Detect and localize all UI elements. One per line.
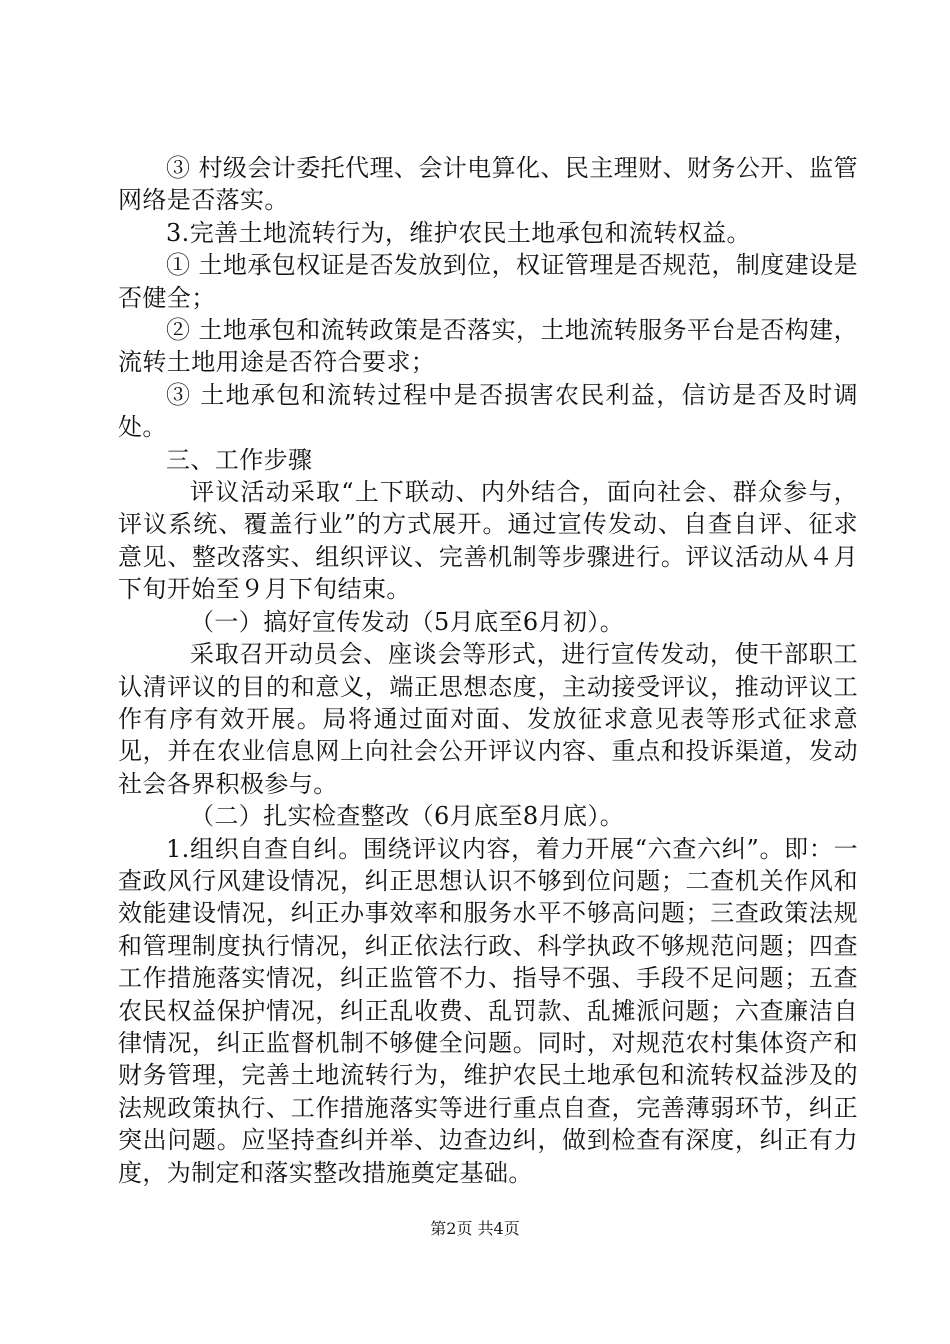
section-heading: 三、工作步骤: [166, 445, 313, 474]
paragraph: ③ 土地承包和流转过程中是否损害农民利益，信访是否及时调处。: [118, 380, 858, 442]
paragraph: 评议活动采取“上下联动、内外结合，面向社会、群众参与，评议系统、覆盖行业”的方式展开。通过宣传发动、自查自评、征求意见、整改落实、组织评议、完善机制等步骤进行。评议活动从４月下旬开始至９月下旬结束。: [118, 478, 858, 604]
paragraph: ① 土地承包权证是否发放到位，权证管理是否规范，制度建设是否健全；: [118, 251, 858, 312]
page-number: 第2页 共4页: [430, 1219, 520, 1238]
paragraph: 3.完善土地流转行为，维护农民土地承包和流转权益。: [166, 218, 751, 247]
subsection-heading: （二）扎实检查整改（6月底至8月底）。: [190, 802, 625, 831]
paragraph: 1.组织自查自纠。围绕评议内容，着力开展“六查六纠”。即：一查政风行风建设情况，纠正思想认识不够到位问题；二查机关作风和效能建设情况，纠正办事效率和服务水平不够高问题；三查政策法规和管理制度执行情况，纠正依法行政、科学执政不够规范问题；四查工作措施落实情况，纠正监管不力、指导不强、手段不足问题；五查农民权益保护情况，纠正乱收费、乱罚款、乱摊派问题；六查廉洁自律情况，纠正监督机制不够健全问题。同时，对规范农村集体资产和财务管理，完善土地流转行为，维护农民土地承包和流转权益涉及的法规政策执行、工作措施落实等进行重点自查，完善薄弱环节，纠正突出问题。应坚持查纠并举、边查边纠，做到检查有深度，纠正有力度，为制定和落实整改措施奠定基础。: [118, 834, 858, 1187]
page-footer: [0, 1216, 950, 1239]
subsection-heading: （一）搞好宣传发动（5月底至6月初）。: [190, 607, 625, 636]
paragraph: ② 土地承包和流转政策是否落实，土地流转服务平台是否构建，流转土地用途是否符合要求；: [118, 316, 858, 377]
paragraph: 采取召开动员会、座谈会等形式，进行宣传发动，使干部职工认清评议的目的和意义，端正思想态度，主动接受评议，推动评议工作有序有效开展。局将通过面对面、发放征求意见表等形式征求意见，并在农业信息网上向社会公开评议内容、重点和投诉渠道，发动社会各界积极参与。: [118, 640, 858, 798]
paragraph: ③ 村级会计委托代理、会计电算化、民主理财、财务公开、监管网络是否落实。: [118, 154, 858, 215]
document-body: [118, 152, 858, 1189]
